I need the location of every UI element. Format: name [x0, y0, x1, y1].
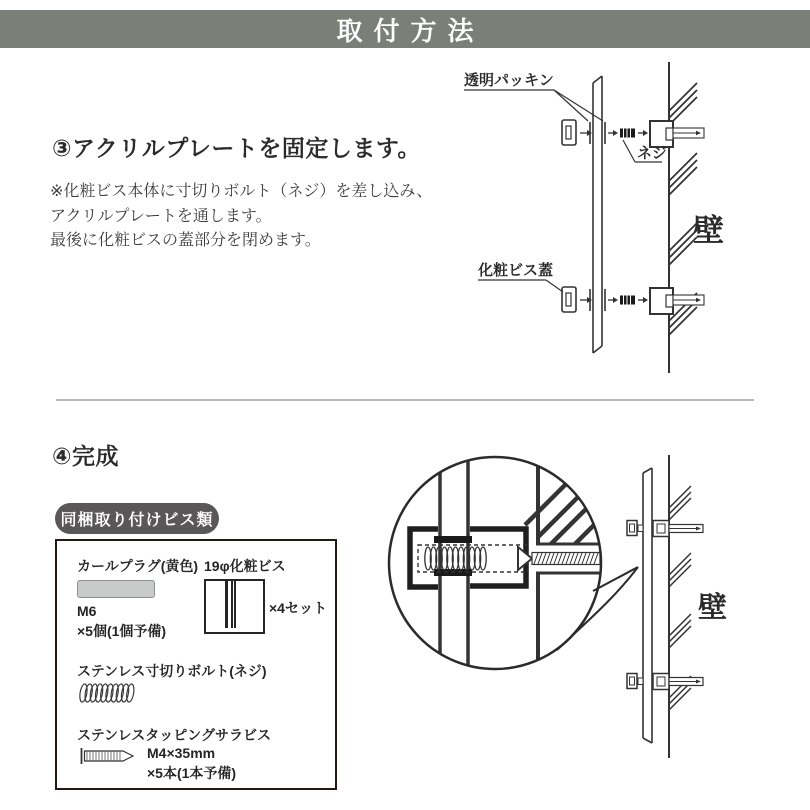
completed-diagram — [380, 445, 740, 780]
part-name-tapping-screw: ステンレスタッピングサラビス — [77, 727, 271, 743]
included-parts-badge — [55, 503, 219, 534]
screw-body-icon — [650, 288, 673, 314]
anchor-bar-icon — [673, 128, 704, 138]
wall-label: 壁 — [693, 213, 724, 248]
section-divider — [56, 399, 754, 401]
cap-icon — [562, 120, 576, 145]
included-parts-badge-label: 同梱取り付けビス類 — [60, 512, 214, 529]
cap-label: 化粧ビス蓋 — [478, 262, 554, 279]
callout-tail — [557, 567, 638, 650]
tapping-screw-icon — [79, 747, 139, 765]
assembly-row-bottom — [562, 287, 704, 314]
assembled-side-view — [627, 455, 727, 758]
step4-heading: ④完成 — [52, 443, 119, 469]
packing-leader-lines — [464, 90, 603, 121]
part-spec-curl-plug: M6 — [77, 603, 97, 619]
fastener-assembly-top — [627, 521, 703, 537]
wall-hatch-marks — [525, 455, 628, 557]
arrow-icon — [638, 297, 648, 303]
part-name-threaded-rod: ステンレス寸切りボルト(ネジ) — [77, 663, 267, 679]
wall-hatch-marks — [669, 486, 691, 710]
page-title: 取付方法 — [336, 15, 485, 46]
wall-label: 壁 — [698, 592, 728, 624]
packing-washer-top — [434, 536, 472, 543]
step3-note-line3: 最後に化粧ビスの蓋部分を閉めます。 — [50, 232, 321, 249]
part-spec-tapping-screw: M4×35mm — [147, 745, 216, 761]
magnified-cross-section — [410, 445, 628, 680]
step3-note — [50, 180, 432, 254]
screw-body-icon — [650, 121, 673, 147]
decorative-screw-body-icon — [204, 579, 265, 634]
threaded-rod-icon — [620, 296, 635, 305]
fastener-assembly-bottom — [627, 674, 703, 690]
assembly-row-top — [562, 120, 704, 147]
anchor-bar-icon — [673, 295, 704, 305]
bolt-path-dashed — [418, 545, 528, 572]
part-name-decorative-screw: 19φ化粧ビス — [204, 558, 286, 574]
part-qty-decorative-screw: ×4セット — [269, 600, 327, 616]
step3-note-line2: アクリルプレートを通します。 — [50, 207, 272, 225]
arrow-icon — [608, 297, 618, 303]
threaded-rod-icon — [620, 129, 635, 138]
part-name-curl-plug: カールプラグ(黄色) — [77, 558, 199, 574]
acrylic-plate — [643, 468, 652, 743]
cap-leader-line — [478, 280, 563, 292]
yellow-curl-plug-icon — [77, 580, 155, 598]
header-bar — [0, 10, 810, 48]
screw-label: ネジ — [637, 145, 668, 162]
cap-cross-section — [410, 529, 438, 587]
fixing-diagram — [440, 55, 770, 385]
threaded-rod-coil-icon — [77, 682, 139, 704]
tapping-screw-shank — [532, 553, 600, 565]
cap-icon — [562, 287, 576, 312]
arrow-icon — [608, 130, 618, 136]
step3-heading: ③アクリルプレートを固定します。 — [52, 135, 422, 161]
threaded-rod-coil — [425, 547, 486, 570]
part-qty-tapping-screw: ×5本(1本予備) — [147, 765, 237, 781]
included-parts-box — [55, 539, 337, 790]
arrow-icon — [638, 130, 648, 136]
part-qty-curl-plug: ×5個(1個予備) — [77, 623, 167, 639]
packing-label: 透明パッキン — [464, 72, 554, 89]
step3-note-line1: ※化粧ビス本体に寸切りボルト（ネジ）を差し込み、 — [50, 183, 433, 200]
